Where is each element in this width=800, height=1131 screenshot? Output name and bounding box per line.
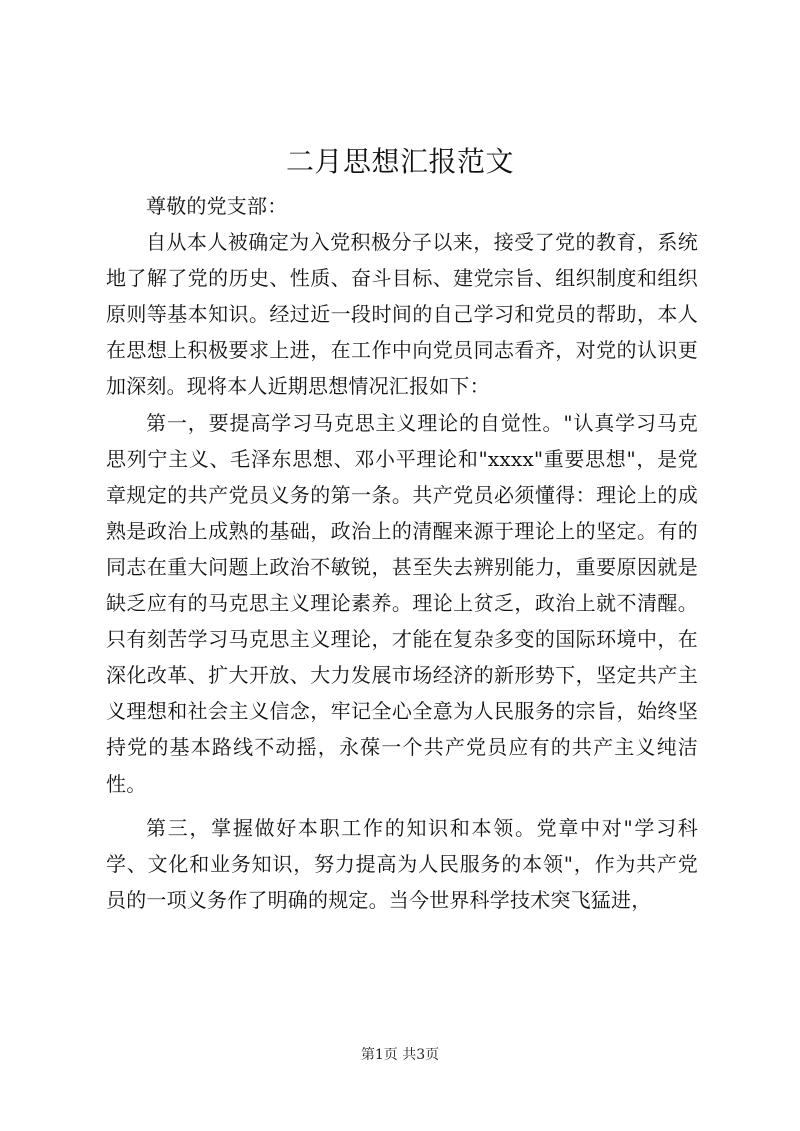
- paragraph-third-point: 第三，掌握做好本职工作的知识和本领。党章中对"学习科学、文化和业务知识，努力提高为人民服务的本领"，作为共产党员的一项义务作了明确的规定。当今世界科学技术突飞猛进，: [106, 815, 698, 912]
- document-title: 二月思想汇报范文: [285, 145, 514, 178]
- paragraph-first-point: 第一，要提高学习马克思主义理论的自觉性。"认真学习马克思列宁主义、毛泽东思想、邓小平理论和"xxxx"重要思想"，是党章规定的共产党员义务的第一条。共产党员必须懂得：理论上的成熟是政治上成熟的基础，政治上的清醒来源于理论上的坚定。有的同志在重大问题上政治不敏锐，甚至失去辨别能力，重要原因就是缺乏应有的马克思主义理论素养。理论上贫乏，政治上就不清醒。只有刻苦学习马克思主义理论，才能在复杂多变的国际环境中，在深化改革、扩大开放、大力发展市场经济的新形势下，坚定共产主义理想和社会主义信念，牢记全心全意为人民服务的宗旨，始终坚持党的基本路线不动摇，永葆一个共产党员应有的共产主义纯洁性。: [106, 410, 698, 796]
- page-number-footer: 第1页 共3页: [360, 1047, 440, 1063]
- salutation: 尊敬的党支部：: [146, 194, 288, 218]
- paragraph-intro: 自从本人被确定为入党积极分子以来，接受了党的教育，系统地了解了党的历史、性质、奋斗目标、建党宗旨、组织制度和组织原则等基本知识。经过近一段时间的自己学习和党员的帮助，本人在思想上积极要求上进，在工作中向党员同志看齐，对党的认识更加深刻。现将本人近期思想情况汇报如下：: [106, 230, 698, 399]
- document-body: [106, 188, 698, 918]
